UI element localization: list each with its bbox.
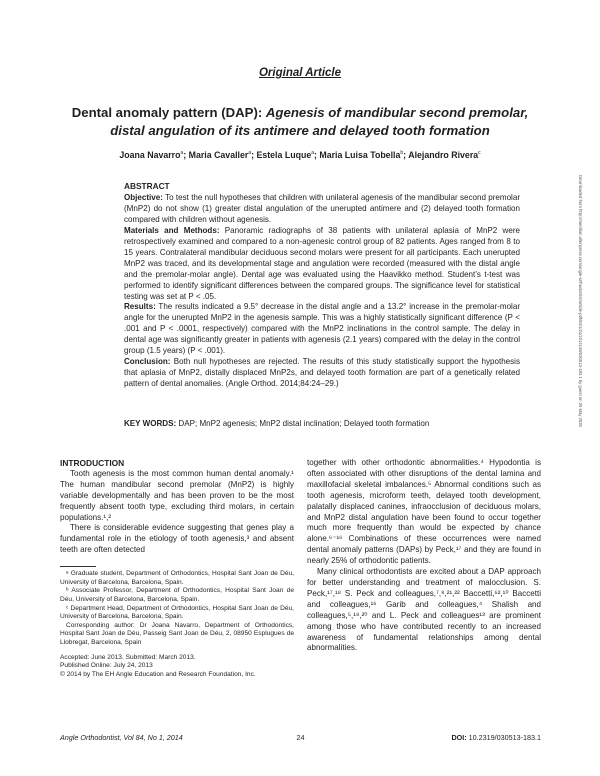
author-name: Joana Navarro (119, 150, 181, 160)
author-name: Estela Luque (256, 150, 312, 160)
author-name: Maria Cavaller (188, 150, 249, 160)
doi-label: DOI: (451, 733, 467, 742)
abstract-methods (124, 226, 520, 303)
author-separator: ; (314, 150, 320, 160)
article-title (70, 104, 530, 140)
conclusion-text: Both null hypotheses are rejected. The results of this study statistically support the hypothesis that aplasia of MnP2, distally displaced MnP2s, and delayed tooth formation are part of a genetically related pattern of dental anomalies. (Angle Orthod. 2014;84:24–29.) (124, 357, 520, 389)
footnote-c: ᶜ Department Head, Department of Orthodontics, Hospital Sant Joan de Déu, University of Barcelona, Barcelona, Spain. (60, 604, 294, 621)
intro-paragraph: Many clinical orthodontists are excited about a DAP approach for better understanding and treatment of malocclusion. S. Peck,¹⁷,¹⁸ S. Peck and colleagues,⁷,⁸,²¹,²² Baccetti,⁶²,¹⁰ Baccetti and colleagues,¹⁶ Garib and colleagues,⁴ Shalish and colleagues,⁵,¹⁸,²⁰ and L. Peck and colleagues¹³ are prominent among those who have contributed recently to an increased awareness of fundamental relationships among dental abnormalities. (307, 567, 541, 653)
results-label: Results: (124, 302, 156, 312)
objective-text: To test the null hypotheses that children with unilateral agenesis of the mandibular second premolar (MnP2) do not show (1) greater distal angulation of the unerupted antimere and (2) delayed tooth formation compared with children without agenesis. (124, 192, 520, 224)
title-plain: Dental anomaly pattern (DAP): (71, 105, 266, 120)
published-date: Published Online: July 24, 2013 (60, 662, 153, 670)
footnote-rule (60, 566, 96, 567)
introduction-heading: INTRODUCTION (60, 458, 125, 468)
methods-text: Panoramic radiographs of 38 patients with unilateral aplasia of MnP2 were retrospectively examined and compared to a non-agenesic control group of 82 patients. Ages ranged from 8 to 15 years. Contralateral mandibular deciduous second molars were present for all participants. Each unerupted MnP2 was traced, and its developmental stage and angulation were recorded (measured with the distal angle and the premolar-molar angle). Dental age was evaluated using the Haavikko method. Student’s t-test was performed to identify significant differences between the compared groups. The significance level for statistical testing was set at P < .05. (124, 225, 520, 301)
author-affiliation: a (311, 150, 314, 157)
author-affiliation: a (180, 150, 184, 157)
author-name: Maria Luisa Tobella (319, 150, 401, 160)
author-affiliation: b (400, 150, 404, 157)
download-watermark-text: Downloaded from http://meridian.allenpress.com/angle-orthodontist/article-pdf/84/1/24/2214139/030513-183.1 by guest on 26 May 2020 (578, 175, 583, 427)
objective-label: Objective: (124, 192, 163, 202)
author-affiliation: a (248, 150, 252, 157)
keywords (124, 419, 520, 428)
abstract-heading: ABSTRACT (124, 181, 170, 191)
corresponding-author: Corresponding author: Dr Joana Navarro, Department of Orthodontics, Hospital Sant Joan de Déu, Passeig Sant Joan de Déu, 2, 08950 Esplugues de Llobregat, Barcelona, Spain (60, 621, 294, 646)
keywords-label: KEY WORDS: (124, 419, 177, 428)
footnote-b: ᵇ Associate Professor, Department of Orthodontics, Hospital Sant Joan de Déu, University of Barcelona, Barcelona, Spain. (60, 587, 294, 603)
results-text: The results indicated a 9.5° decrease in the distal angle and a 13.2° increase in the premolar-molar angle for the unerupted MnP2 in the agenesis sample. This was a highly statistically significant difference (P < .001 and P < .0001, respectively) compared with the MnP2 inclinations in the control sample. The delay in dental age was significantly greater in patients with agenesis (2.1 years) compared with the delay in the control group (1.5 years) (P < .001). (124, 302, 520, 356)
intro-paragraph: Tooth agenesis is the most common human dental anomaly.¹ The human mandibular second premolar (MnP2) is highly variable developmentally and has been proven to be the most frequently absent tooth type, excluding third molars, in certain populations.¹,² (60, 468, 294, 522)
accepted-date: Accepted: June 2013. Submitted: March 2013. (60, 653, 196, 661)
author-separator: ; (183, 150, 189, 160)
conclusion-label: Conclusion: (124, 357, 171, 367)
download-watermark (575, 175, 585, 745)
page-number: 24 (296, 733, 305, 742)
doi-value: 10.2319/030513-183.1 (468, 733, 541, 742)
abstract-conclusion (124, 357, 520, 390)
author-list (60, 150, 540, 160)
keywords-text: DAP; MnP2 agenesis; MnP2 distal inclination; Delayed tooth formation (178, 419, 430, 428)
methods-label: Materials and Methods: (124, 225, 220, 235)
copyright: © 2014 by The EH Angle Education and Research Foundation, Inc. (60, 670, 256, 678)
author-separator: ; (251, 150, 257, 160)
abstract (124, 181, 520, 390)
title-italic: Agenesis of mandibular second premolar, distal angulation of its antimere and delayed tooth formation (110, 105, 529, 138)
affiliation-footnotes (60, 566, 294, 647)
section-label: Original Article (258, 67, 341, 79)
intro-paragraph: There is considerable evidence suggesting that genes play a fundamental role in the etiology of tooth agenesis,³ and absent teeth are often detected (60, 523, 294, 555)
abstract-objective (124, 193, 520, 226)
footnote-a: ᵃ Graduate student, Department of Orthodontics, Hospital Sant Joan de Déu, University of Barcelona, Barcelona, Spain. (60, 570, 294, 586)
publication-info (60, 654, 294, 680)
intro-paragraph: together with other orthodontic abnormalities.⁴ Hypodontia is often associated with other disruptions of the dental lamina and maxillofacial skeletal imbalances.⁵ Abnormal conditions such as tooth agenesis, microform teeth, delayed tooth development, palatally displaced canines, infraocclusion of deciduous molars, and MnP2 distal angulation have been found to occur together much more frequently than would be expected by chance alone.⁶⁻¹⁶ Combinations of these occurrences were named dental anomaly patterns (DAPs) by Peck,¹⁷ and they are found in nearly 25% of orthodontic patients. (307, 458, 541, 566)
author-affiliation: c (478, 150, 481, 157)
left-column (60, 458, 294, 679)
journal-citation: Angle Orthodontist, Vol 84, No 1, 2014 (60, 733, 183, 742)
right-column (307, 458, 541, 654)
author-separator: ; (403, 150, 409, 160)
author-name: Alejandro Rivera (408, 150, 479, 160)
abstract-results (124, 302, 520, 357)
doi (451, 733, 541, 742)
